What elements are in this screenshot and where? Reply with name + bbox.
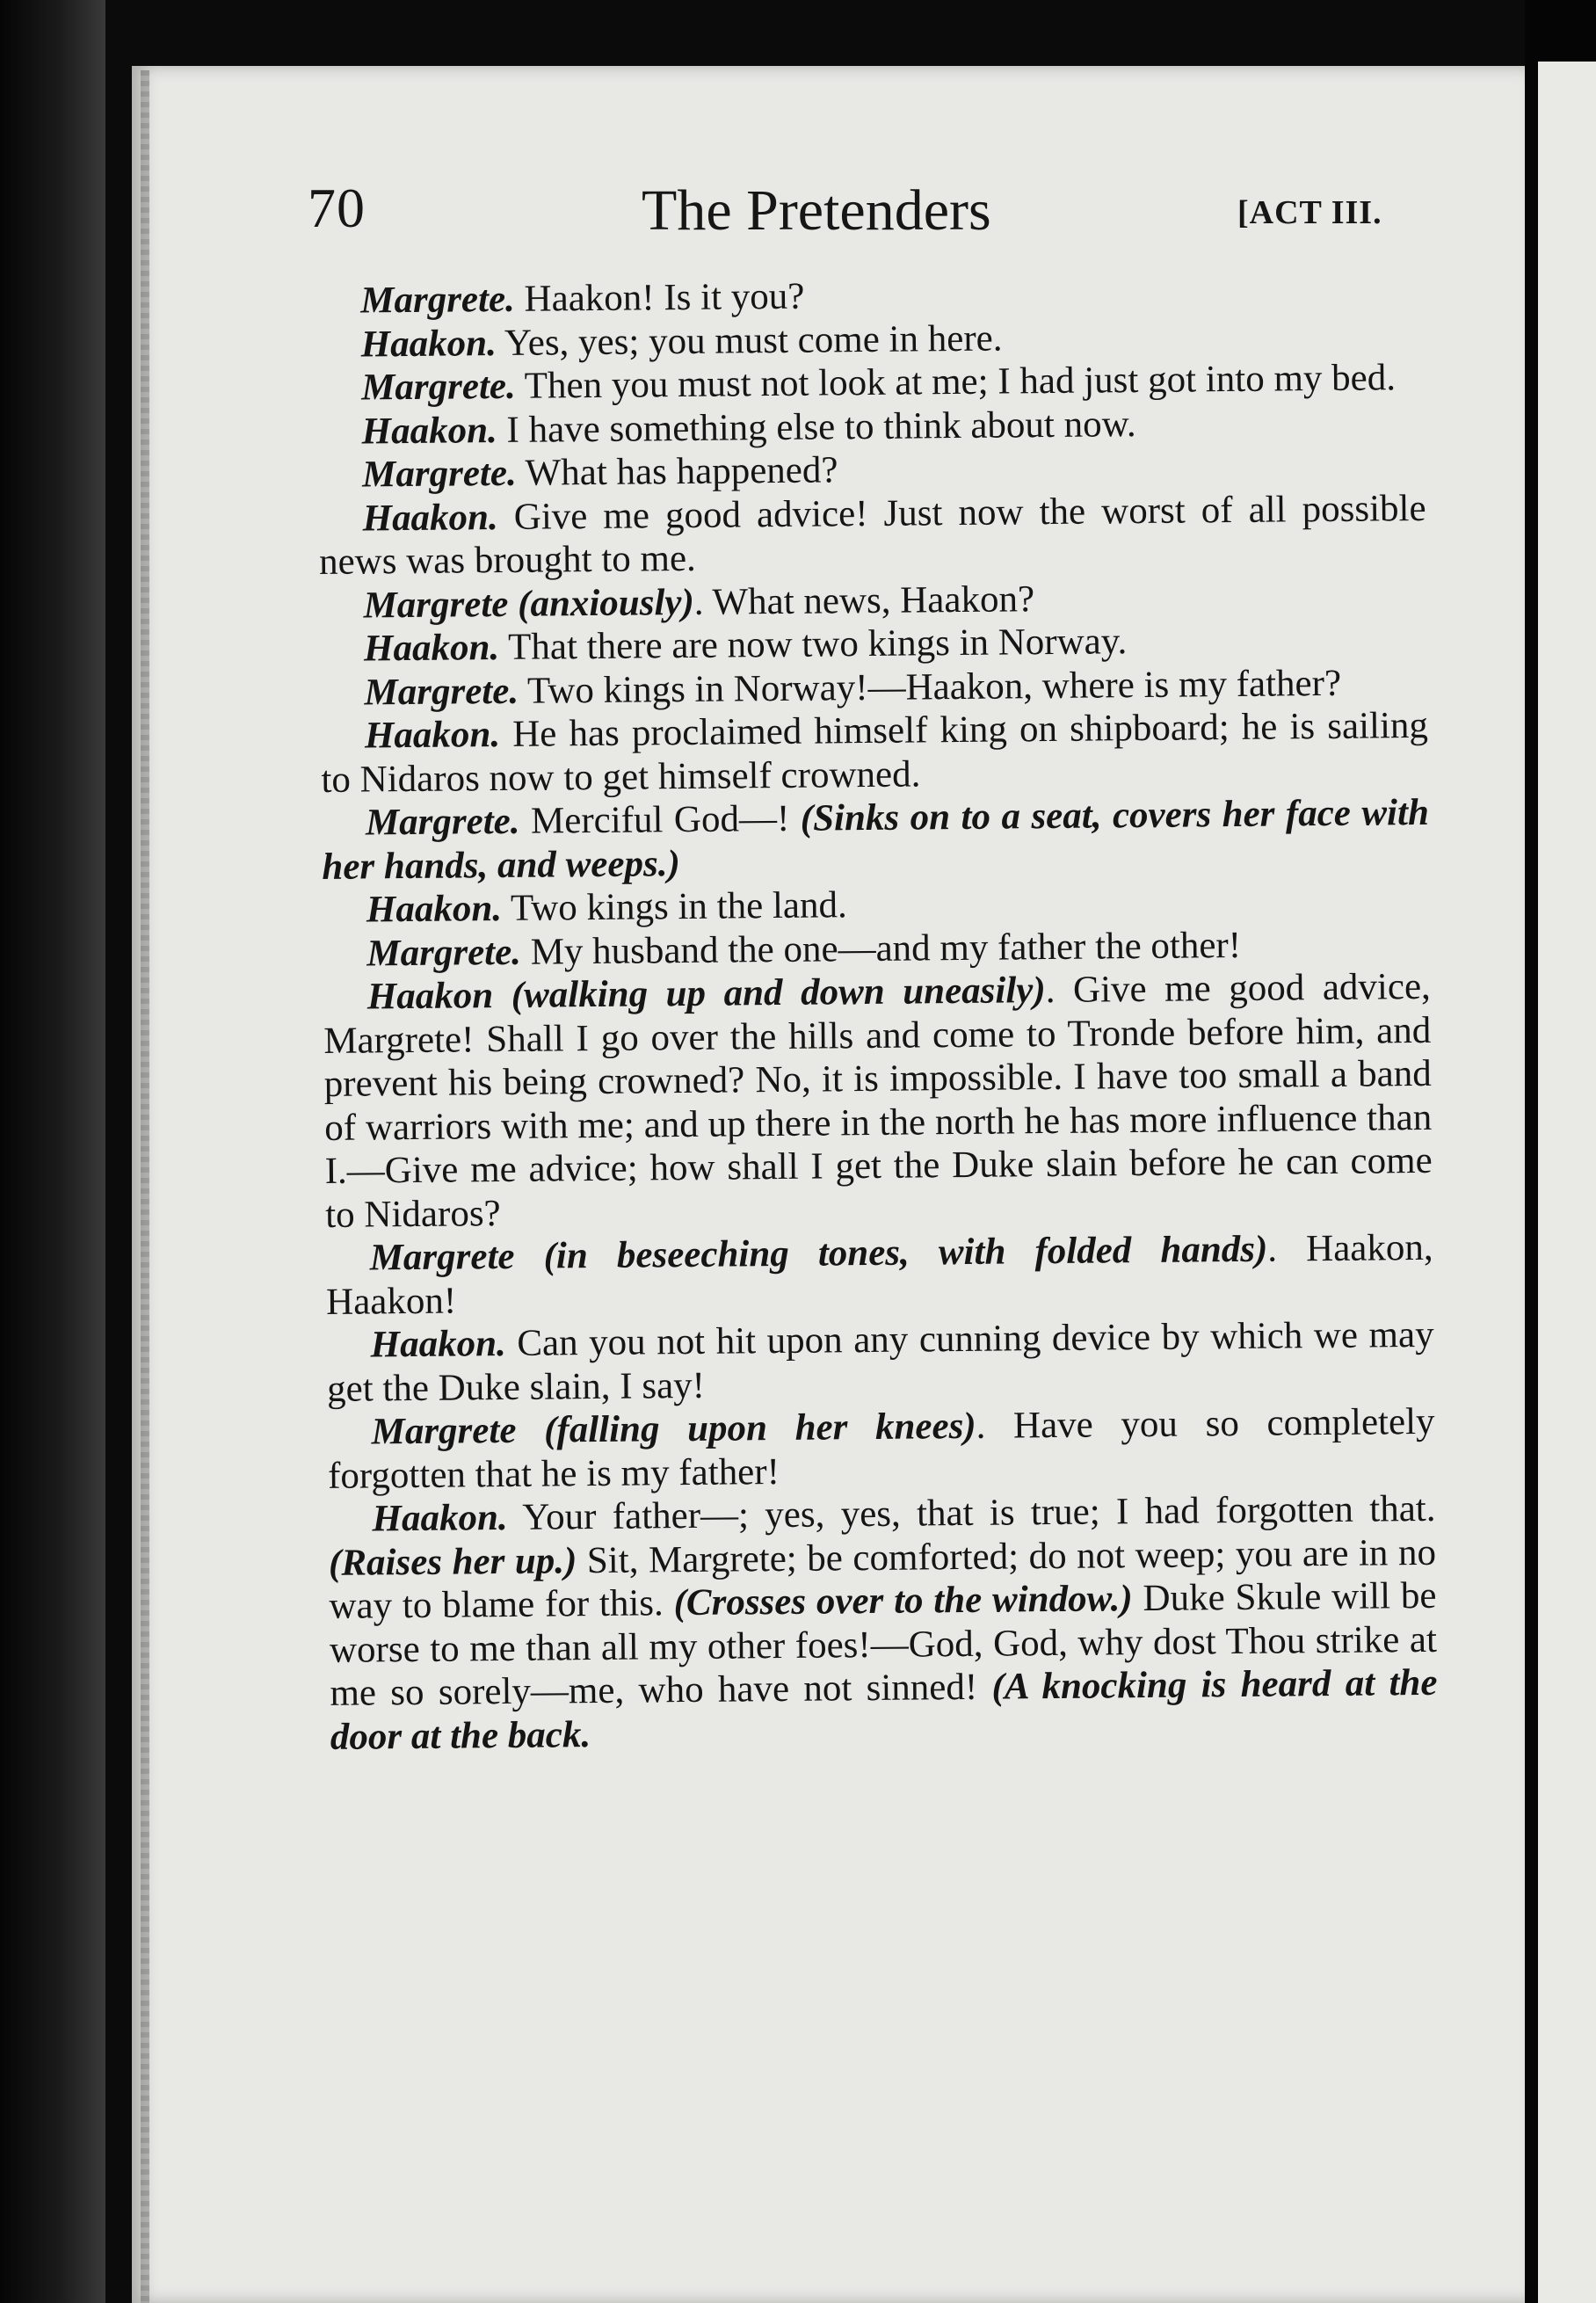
dialogue-text: My husband the one—and my father the other! [520,924,1242,973]
speaker-name: Haakon. [360,322,497,366]
dialogue-text: Then you must not look at me; I had just got into my bed. [515,357,1396,407]
dialogue-text: Your father—; yes, yes, that is true; I had forgotten that. [507,1487,1436,1538]
dialogue-paragraph [322,791,1430,889]
dialogue-text: . What news, Haakon? [693,578,1035,623]
speaker-name: Haakon. [366,888,503,931]
speaker-name: Haakon. [370,1322,506,1366]
speaker-name: Haakon. [363,627,500,670]
dialogue-text: He has proclaimed himself king on shipboard; he is sailing to Nidaros now to get himself crowned. [321,704,1429,801]
dialogue-text: Merciful God—! [519,797,802,842]
dialogue-text: Yes, yes; you must come in here. [496,317,1003,364]
dialogue-text: Sit, Margrete; be comforted; do not weep; you are in no way to blame for this. [329,1531,1437,1627]
dialogue-paragraph [326,1313,1434,1411]
dialogue-paragraph [327,1400,1435,1498]
dialogue-paragraph [328,1487,1438,1759]
facing-page-edge [1538,62,1596,2303]
speaker-name: Haakon (walking up and down uneasily) [366,970,1046,1018]
speaker-name: Haakon. [362,496,498,540]
dialogue-text: I have something else to think about now. [497,403,1136,451]
speaker-name: Haakon. [372,1496,508,1540]
dialogue-paragraph [321,704,1429,802]
dialogue-text: Duke Skule will be worse to me than all my other foes!—God, God, why dost Thou strike at me so sorely—me, who have not sinned! [329,1574,1438,1714]
dialogue-text: Can you not hit upon any cunning device by which we may get the Duke slain, I say! [326,1313,1434,1410]
dialogue-text: That there are now two kings in Norway. [498,621,1128,669]
page-edge-stack [141,70,149,2303]
dialogue-text: . Have you so completely forgotten that he is my father! [327,1400,1435,1497]
stage-direction: (Sinks on to a seat, covers her face with her hands, and weeps.) [322,791,1430,888]
dialogue-paragraph [318,486,1426,584]
speaker-name: Margrete. [360,278,516,322]
speaker-name: Margrete. [361,452,517,496]
page-number: 70 [308,177,366,239]
speaker-name: Margrete. [360,365,516,409]
play-text-body [316,269,1438,1759]
dialogue-text: Two kings in the land. [501,884,847,930]
running-title: The Pretenders [642,178,991,243]
speaker-name: Margrete. [365,800,520,844]
stage-direction: (Raises her up.) [328,1539,577,1584]
speaker-name: Haakon. [361,409,498,453]
stage-direction: (A knocking is heard at the door at the back. [330,1661,1438,1758]
speaker-name: Margrete. [364,670,519,713]
dialogue-paragraph [325,1226,1433,1324]
speaker-name: Margrete (falling upon her knees) [371,1405,976,1453]
stage-direction: (Crosses over to the window.) [673,1578,1133,1624]
speaker-name: Haakon. [364,714,501,757]
dialogue-text: . Give me good advice, Margrete! Shall I go over the hills and come to Tronde before him, and prevent his being crowned? No, it is impossible. I have too small a band of warriors with me; and up there in the north he has more influence than I.—Give me advice; how shall I get the Duke slain before he can come to Nidaros? [323,965,1433,1236]
dialogue-text: . Haakon, Haakon! [325,1226,1433,1323]
dialogue-text: Two kings in Norway!—Haakon, where is my father? [518,662,1342,712]
dialogue-text: Haakon! Is it you? [514,275,805,320]
dialogue-paragraph [323,965,1433,1237]
speaker-name: Margrete. [366,931,522,974]
act-label: [ACT III. [1237,194,1382,231]
dialogue-text: What has happened? [516,449,838,494]
dialogue-text: Give me good advice! Just now the worst of all possible news was brought to me. [318,487,1426,583]
book-binding-left [0,0,105,2303]
speaker-name: Margrete (anxiously) [363,581,695,627]
speaker-name: Margrete (in beseeching tones, with folded hands) [369,1228,1268,1279]
